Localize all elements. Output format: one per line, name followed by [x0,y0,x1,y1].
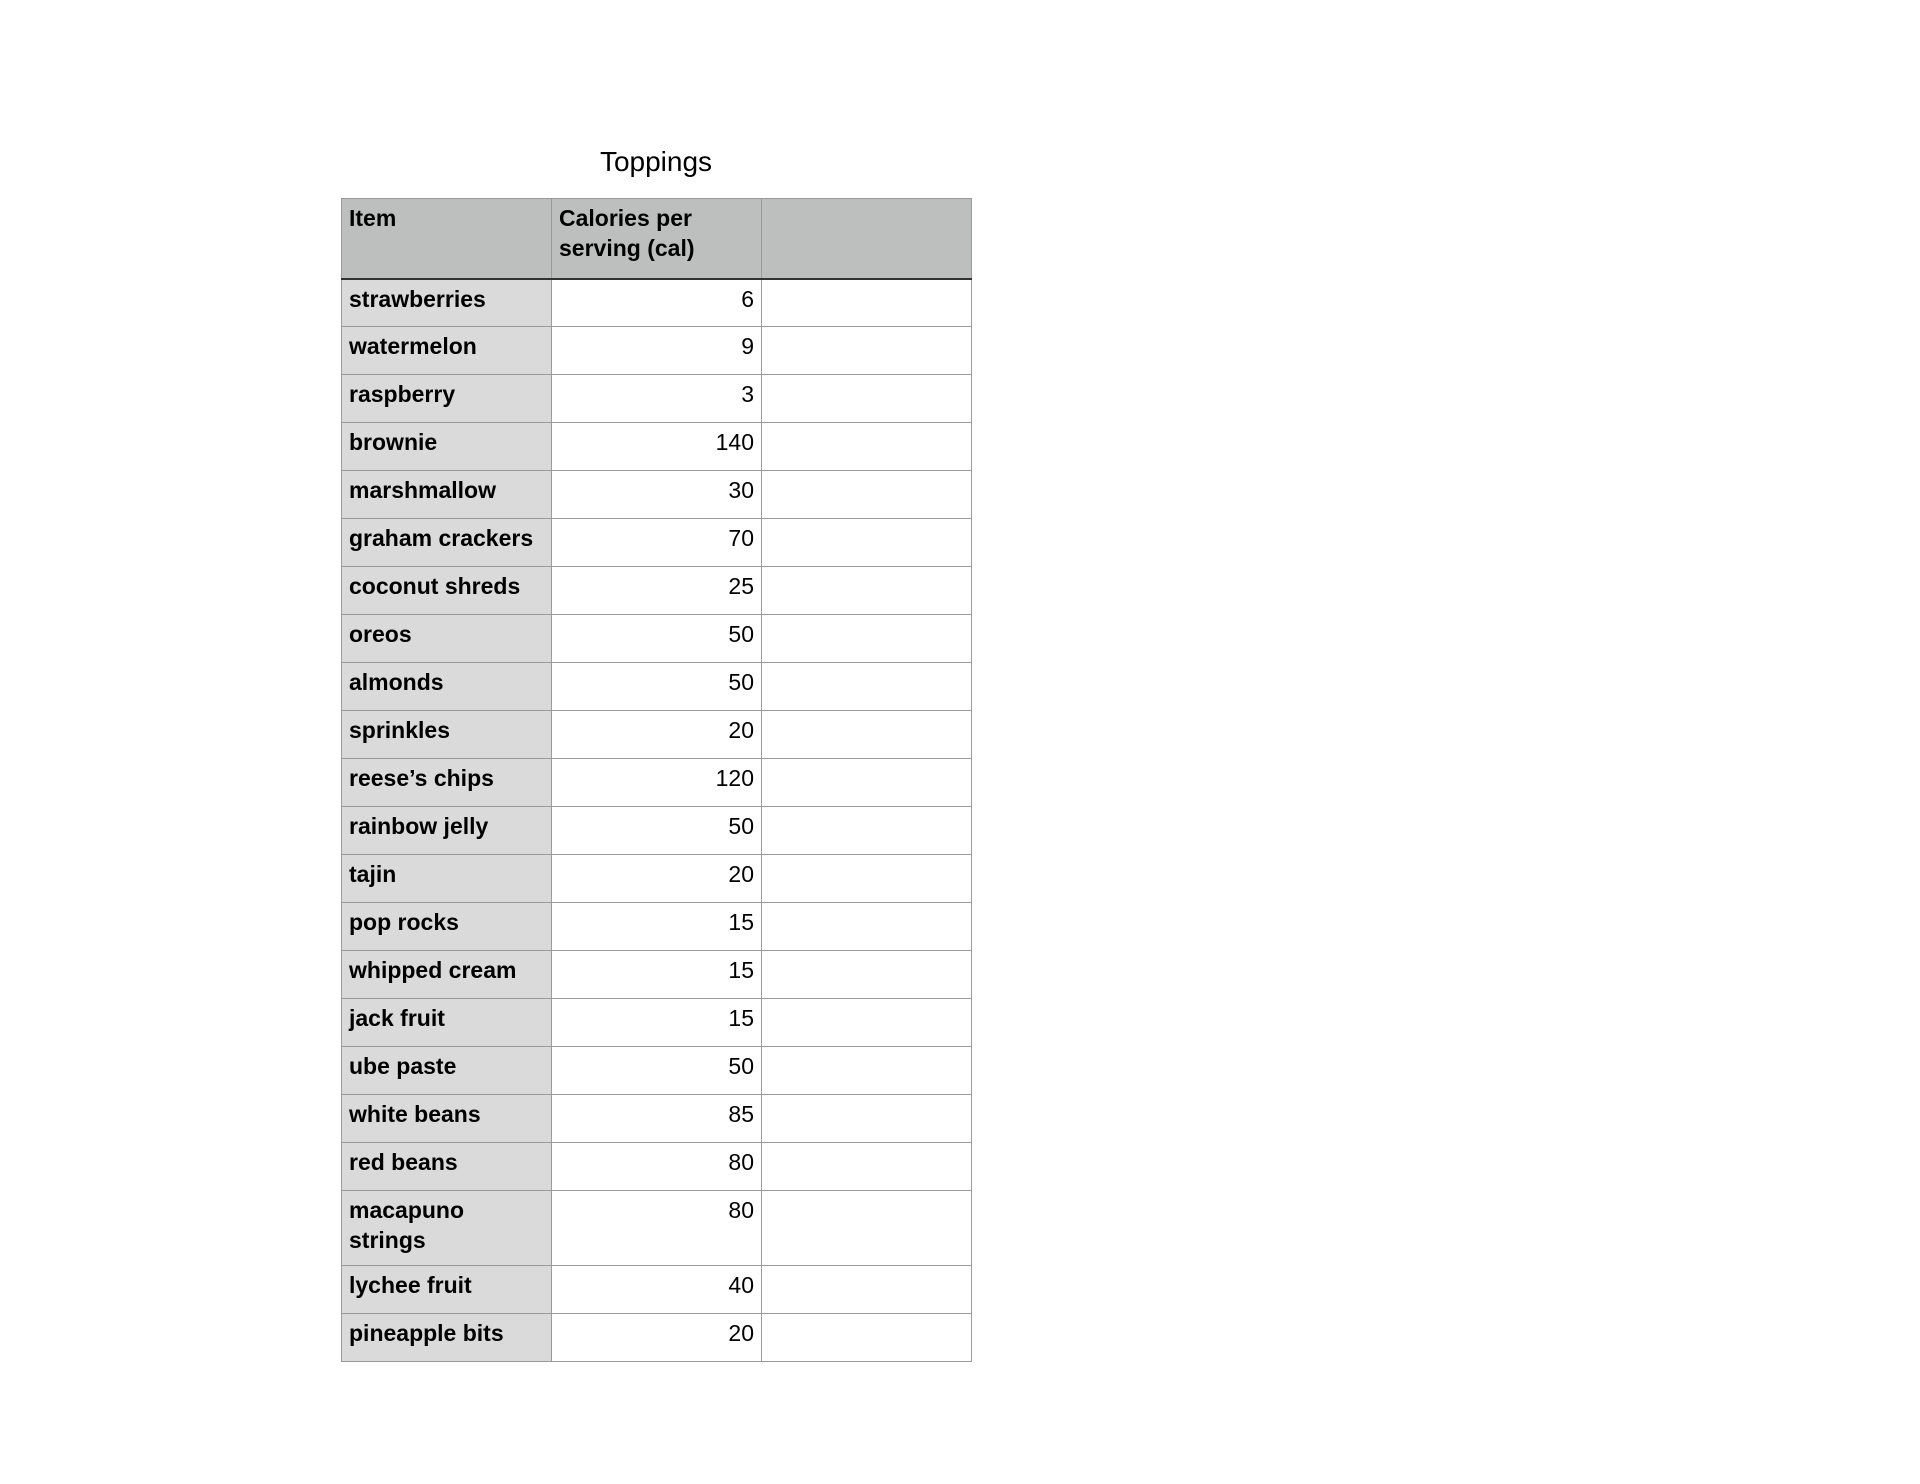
item-cell[interactable]: oreos [342,615,552,663]
table-row [342,1143,972,1191]
table-row [342,855,972,903]
table-row [342,663,972,711]
empty-cell[interactable] [762,615,972,663]
table-row [342,1314,972,1362]
empty-cell[interactable] [762,519,972,567]
calories-cell[interactable]: 25 [552,567,762,615]
table-row [342,951,972,999]
calories-cell[interactable]: 3 [552,375,762,423]
header-row [342,199,972,279]
item-cell[interactable]: reese’s chips [342,759,552,807]
empty-cell[interactable] [762,567,972,615]
empty-cell[interactable] [762,807,972,855]
table-body [342,279,972,1362]
empty-cell[interactable] [762,471,972,519]
table-row [342,711,972,759]
calories-cell[interactable]: 40 [552,1266,762,1314]
item-cell[interactable]: whipped cream [342,951,552,999]
empty-cell[interactable] [762,375,972,423]
table-row [342,567,972,615]
empty-cell[interactable] [762,663,972,711]
empty-cell[interactable] [762,951,972,999]
item-cell[interactable]: rainbow jelly [342,807,552,855]
calories-cell[interactable]: 15 [552,903,762,951]
item-cell[interactable]: pop rocks [342,903,552,951]
calories-cell[interactable]: 20 [552,711,762,759]
item-cell[interactable]: macapuno strings [342,1191,552,1266]
empty-cell[interactable] [762,1314,972,1362]
table-row [342,471,972,519]
calories-cell[interactable]: 80 [552,1191,762,1266]
calories-cell[interactable]: 85 [552,1095,762,1143]
table-row [342,279,972,327]
calories-cell[interactable]: 15 [552,999,762,1047]
empty-cell[interactable] [762,279,972,327]
empty-cell[interactable] [762,423,972,471]
calories-cell[interactable]: 6 [552,279,762,327]
item-cell[interactable]: ube paste [342,1047,552,1095]
item-cell[interactable]: almonds [342,663,552,711]
calories-cell[interactable]: 9 [552,327,762,375]
empty-cell[interactable] [762,1266,972,1314]
table-row [342,903,972,951]
table-title: Toppings [599,146,713,177]
table-row [342,519,972,567]
item-cell[interactable]: red beans [342,1143,552,1191]
item-cell[interactable]: marshmallow [342,471,552,519]
table-row [342,1266,972,1314]
empty-cell[interactable] [762,1191,972,1266]
calories-cell[interactable]: 30 [552,471,762,519]
table-row [342,1095,972,1143]
calories-cell[interactable]: 70 [552,519,762,567]
table-row [342,759,972,807]
calories-cell[interactable]: 50 [552,1047,762,1095]
item-cell[interactable]: pineapple bits [342,1314,552,1362]
item-cell[interactable]: jack fruit [342,999,552,1047]
item-cell[interactable]: brownie [342,423,552,471]
spreadsheet-sheet [341,142,971,1362]
header-calories[interactable]: Calories per serving (cal) [552,199,762,279]
item-cell[interactable]: watermelon [342,327,552,375]
calories-cell[interactable]: 15 [552,951,762,999]
calories-cell[interactable]: 20 [552,855,762,903]
empty-cell[interactable] [762,999,972,1047]
table-row [342,1047,972,1095]
item-cell[interactable]: graham crackers [342,519,552,567]
calories-cell[interactable]: 120 [552,759,762,807]
empty-cell[interactable] [762,1143,972,1191]
empty-cell[interactable] [762,855,972,903]
empty-cell[interactable] [762,1047,972,1095]
calories-cell[interactable]: 20 [552,1314,762,1362]
item-cell[interactable]: tajin [342,855,552,903]
calories-cell[interactable]: 50 [552,615,762,663]
item-cell[interactable]: coconut shreds [342,567,552,615]
table-row [342,807,972,855]
empty-cell[interactable] [762,711,972,759]
table-row [342,1191,972,1266]
toppings-table [341,198,972,1362]
calories-cell[interactable]: 80 [552,1143,762,1191]
table-row [342,615,972,663]
header-empty[interactable] [762,199,972,279]
item-cell[interactable]: strawberries [342,279,552,327]
empty-cell[interactable] [762,327,972,375]
table-row [342,375,972,423]
table-row [342,423,972,471]
item-cell[interactable]: lychee fruit [342,1266,552,1314]
header-item[interactable]: Item [342,199,552,279]
item-cell[interactable]: sprinkles [342,711,552,759]
table-row [342,327,972,375]
calories-cell[interactable]: 50 [552,663,762,711]
calories-cell[interactable]: 140 [552,423,762,471]
empty-cell[interactable] [762,1095,972,1143]
table-row [342,999,972,1047]
empty-cell[interactable] [762,759,972,807]
calories-cell[interactable]: 50 [552,807,762,855]
item-cell[interactable]: raspberry [342,375,552,423]
empty-cell[interactable] [762,903,972,951]
item-cell[interactable]: white beans [342,1095,552,1143]
